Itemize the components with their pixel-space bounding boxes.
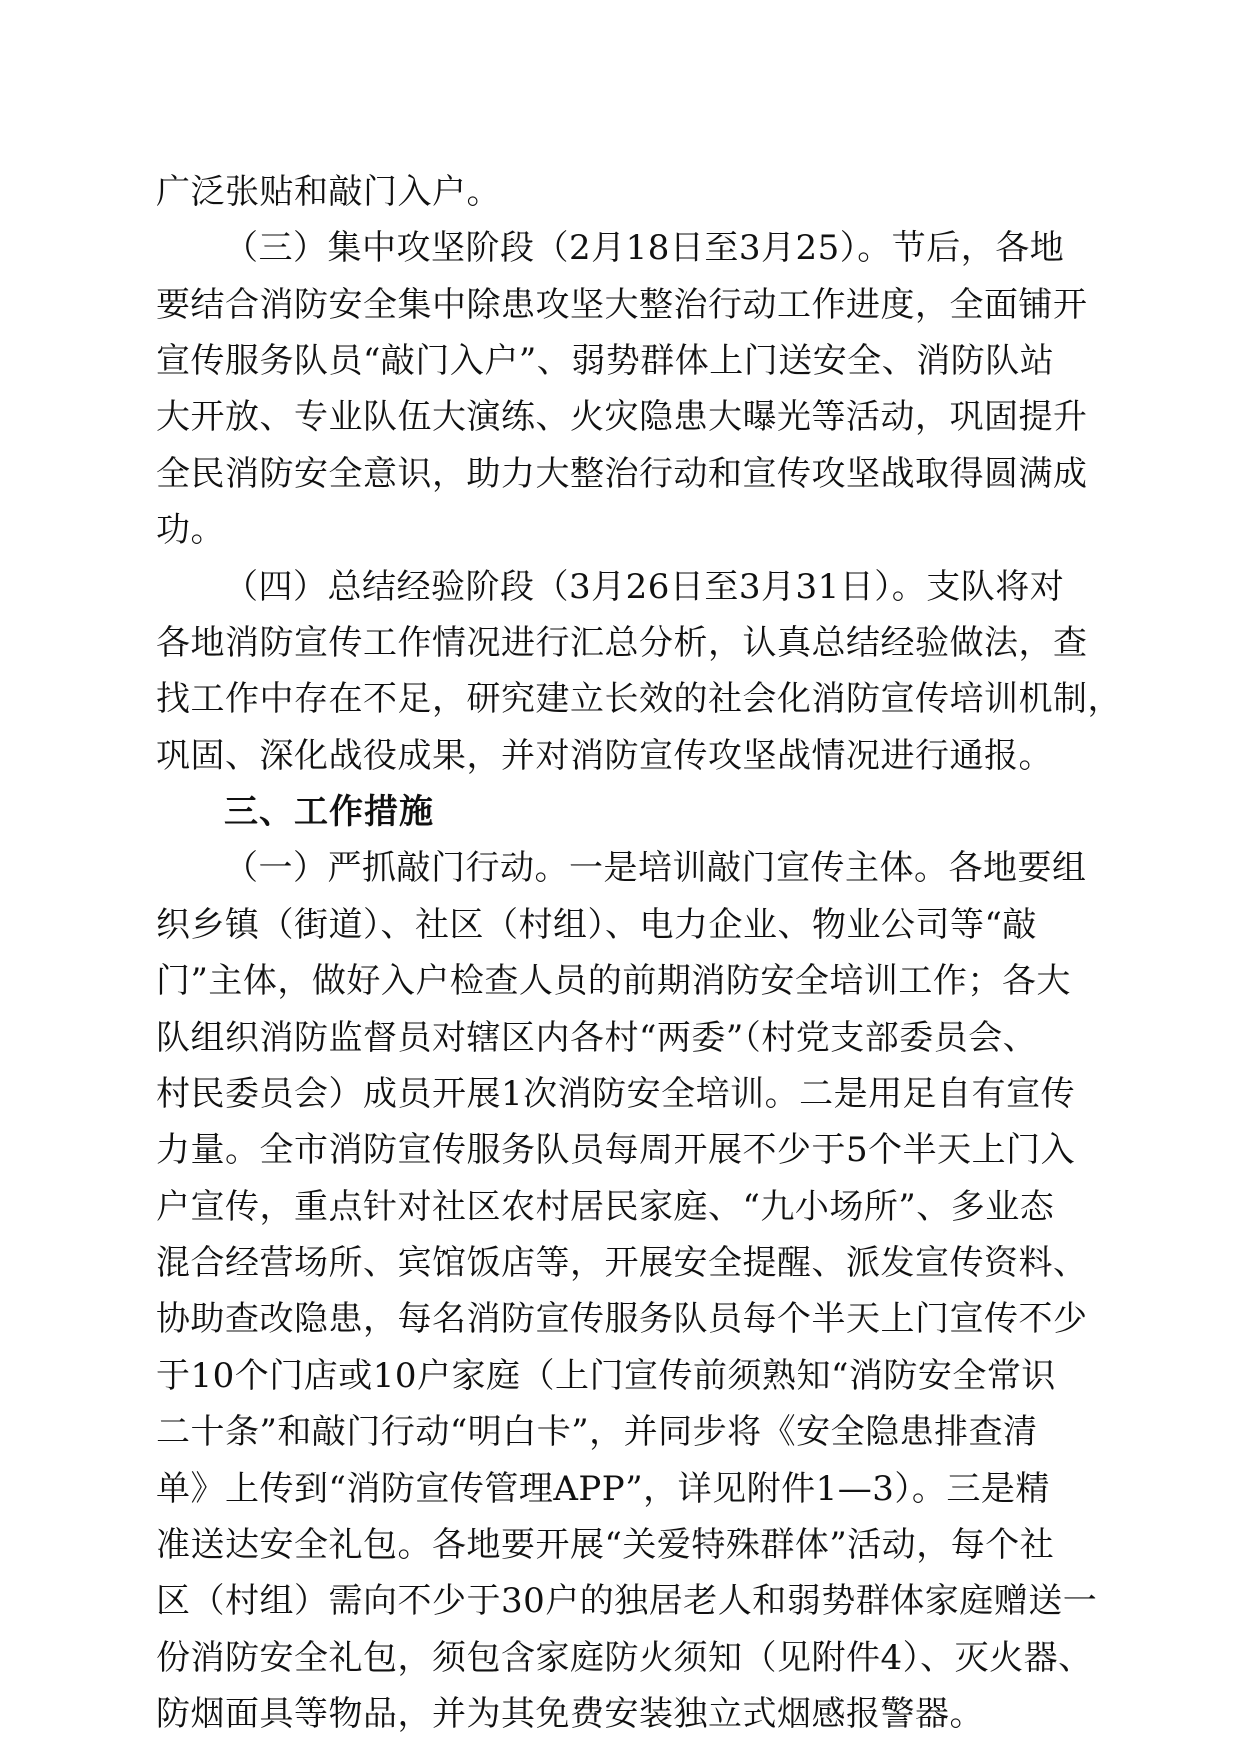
text-line: 广泛张贴和敲门入户。 xyxy=(156,172,501,212)
text-line: 找工作中存在不足，研究建立长效的社会化消防宣传培训机制， xyxy=(156,679,1122,719)
text-line: 协助查改隐患，每名消防宣传服务队员每个半天上门宣传不少 xyxy=(156,1299,1088,1339)
text-line: 防烟面具等物品，并为其免费安装独立式烟感报警器。 xyxy=(156,1694,984,1734)
text-line: 二十条”和敲门行动“明白卡”，并同步将《安全隐患排查清 xyxy=(156,1412,1038,1452)
section-heading-line: （三）集中攻坚阶段（2月18日至3月25）。节后，各地 xyxy=(224,228,1065,268)
text-line: 全民消防安全意识，助力大整治行动和宣传攻坚战取得圆满成 xyxy=(156,454,1088,494)
section-title: 三、工作措施 xyxy=(224,792,434,832)
text-line: 混合经营场所、宾馆饭店等，开展安全提醒、派发宣传资料、 xyxy=(156,1243,1088,1283)
section-heading-line: （四）总结经验阶段（3月26日至3月31日）。支队将对 xyxy=(224,567,1065,607)
text-line: 大开放、专业队伍大演练、火灾隐患大曝光等活动，巩固提升 xyxy=(156,397,1088,437)
text-line: 准送达安全礼包。各地要开展“关爱特殊群体”活动，每个社 xyxy=(156,1525,1055,1565)
text-line: 户宣传，重点针对社区农村居民家庭、“九小场所”、多业态 xyxy=(156,1187,1055,1227)
text-line: 队组织消防监督员对辖区内各村“两委”（村党支部委员会、 xyxy=(156,1018,1038,1058)
text-line: 于10个门店或10户家庭（上门宣传前须熟知“消防安全常识 xyxy=(156,1356,1056,1396)
text-line: 各地消防宣传工作情况进行汇总分析，认真总结经验做法，查 xyxy=(156,623,1088,663)
text-line: 织乡镇（街道）、社区（村组）、电力企业、物业公司等“敲 xyxy=(156,905,1037,945)
text-line: 要结合消防安全集中除患攻坚大整治行动工作进度，全面铺开 xyxy=(156,285,1088,325)
text-line: 功。 xyxy=(156,510,225,550)
text-line: 巩固、深化战役成果，并对消防宣传攻坚战情况进行通报。 xyxy=(156,736,1053,776)
text-line: 村民委员会）成员开展1次消防安全培训。二是用足自有宣传 xyxy=(156,1074,1076,1114)
text-line: 区（村组）需向不少于30户的独居老人和弱势群体家庭赠送一 xyxy=(156,1581,1098,1621)
text-line: 宣传服务队员“敲门入户”、弱势群体上门送安全、消防队站 xyxy=(156,341,1055,381)
text-line: 门”主体，做好入户检查人员的前期消防安全培训工作；各大 xyxy=(156,961,1071,1001)
text-line: 力量。全市消防宣传服务队员每周开展不少于5个半天上门入 xyxy=(156,1130,1076,1170)
text-line: 份消防安全礼包，须包含家庭防火须知（见附件4）、灭火器、 xyxy=(156,1638,1093,1678)
section-heading-line: （一）严抓敲门行动。一是培训敲门宣传主体。各地要组 xyxy=(224,848,1087,888)
text-line: 单》上传到“消防宣传管理APP”，详见附件1—3）。三是精 xyxy=(156,1469,1050,1509)
